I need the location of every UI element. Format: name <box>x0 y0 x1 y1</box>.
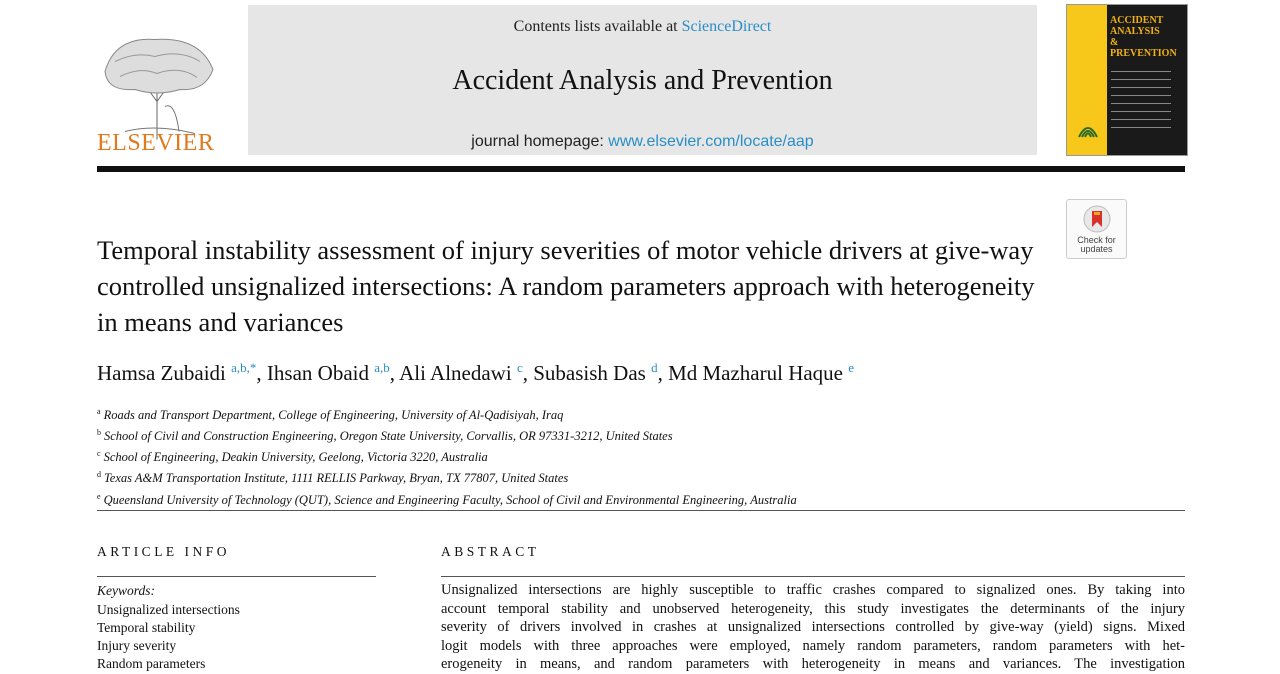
check-label-line1: Check for <box>1077 235 1116 245</box>
affiliation-mark: a <box>97 407 101 416</box>
abstract-text <box>441 581 1185 674</box>
affiliation-mark: b <box>97 428 101 438</box>
author-affiliation-marks[interactable]: a,b,* <box>231 360 257 375</box>
affiliation-item <box>97 445 797 466</box>
bookmark-ribbon-icon <box>1082 204 1112 234</box>
sciencedirect-link[interactable]: ScienceDirect <box>681 18 772 35</box>
cover-decor-line <box>1111 79 1171 80</box>
cover-decor-line <box>1111 103 1171 104</box>
affiliation-text: School of Engineering, Deakin University, Geelong, Victoria 3220, Australia <box>103 450 488 465</box>
affiliation-list <box>97 403 797 509</box>
affiliation-text: Queensland University of Technology (QUT), Science and Engineering Faculty, School of Civil and Environmental Engineering, Australia <box>103 492 797 507</box>
affiliation-mark: e <box>97 491 101 501</box>
article-info-rule <box>97 576 376 577</box>
keyword-item: Temporal stability <box>97 620 196 635</box>
contents-prefix: Contents lists available at <box>513 18 682 35</box>
cover-title-line: ANALYSIS <box>1110 26 1160 37</box>
homepage-prefix: journal homepage: <box>471 133 609 150</box>
keyword-item: Random parameters <box>97 656 206 671</box>
affiliation-text: School of Civil and Construction Engineering, Oregon State University, Corvallis, OR 97331-3212, United States <box>104 429 673 444</box>
check-for-updates-label <box>1067 236 1126 254</box>
journal-title: Accident Analysis and Prevention <box>452 65 833 96</box>
author-list: Hamsa Zubaidi $^{a,b,*}$, Ihsan Obaid $^{a,b}$, Ali Alnedawi $^c$, Subasish Das $^d$, Md Mazharul Haque $^e$ <box>97 360 855 385</box>
cover-decor-line <box>1111 87 1171 88</box>
keyword-item: Injury severity <box>97 638 177 653</box>
check-for-updates-button[interactable] <box>1066 199 1127 259</box>
affiliation-mark: c <box>97 449 101 459</box>
journal-cover-image <box>1066 4 1188 156</box>
header-rule <box>97 166 1185 172</box>
abstract-line: logit models with three approaches were employed, namely random parameters, random parameters with het- <box>441 637 1185 654</box>
cover-decor-line <box>1111 95 1171 96</box>
contents-line <box>248 18 1037 36</box>
abstract-line: severity of drivers involved in crashes at unsignalized intersections controlled by give-way (yield) signs. Mixed <box>441 619 1185 635</box>
author-name[interactable]: Hamsa Zubaidi <box>97 361 226 385</box>
keywords-label: Keywords: <box>97 583 155 598</box>
cover-title <box>1110 15 1177 59</box>
article-title: Temporal instability assessment of injury severities of motor vehicle drivers at give-way controlled unsignalized intersections: A random parameters approach with heterogeneity in means and variances <box>97 235 1035 337</box>
author-name[interactable]: Ihsan Obaid <box>266 361 369 385</box>
author-affiliation-marks[interactable]: c <box>516 360 523 375</box>
author-affiliation-marks[interactable]: e <box>848 360 855 375</box>
abstract-heading: ABSTRACT <box>441 544 540 559</box>
cover-emblem-icon <box>1077 117 1099 139</box>
article-info-heading: ARTICLE INFO <box>97 544 231 559</box>
affiliation-text: Texas A&M Transportation Institute, 1111 RELLIS Parkway, Bryan, TX 77807, United States <box>104 471 569 486</box>
section-divider <box>97 510 1185 511</box>
abstract-line: Unsignalized intersections are highly susceptible to traffic crashes compared to signalized ones. By taking into <box>441 582 1185 598</box>
keyword-list <box>97 601 240 673</box>
author-name[interactable]: Subasish Das <box>533 361 646 385</box>
publisher-name: ELSEVIER <box>97 130 215 156</box>
cover-decor-line <box>1111 119 1171 120</box>
abstract-line: account temporal stability and unobserved heterogeneity, this study investigates the determinants of the injury <box>441 600 1185 617</box>
abstract-line: erogeneity in means, and random parameters with heterogeneity in means and variances. The investigation <box>441 656 1185 672</box>
affiliation-mark: d <box>97 470 101 480</box>
author-name[interactable]: Md Mazharul Haque <box>668 361 844 385</box>
author-affiliation-marks[interactable]: d <box>651 360 658 375</box>
cover-decor-line <box>1111 111 1171 112</box>
abstract-rule <box>441 576 1185 577</box>
affiliation-item <box>97 424 797 445</box>
cover-decor-line <box>1111 127 1171 128</box>
journal-homepage-link[interactable]: www.elsevier.com/locate/aap <box>608 133 814 150</box>
affiliation-text: Roads and Transport Department, College of Engineering, University of Al-Qadisiyah, Iraq <box>103 408 564 423</box>
affiliation-item <box>97 403 797 424</box>
homepage-line <box>248 133 1037 151</box>
author-name[interactable]: Ali Alnedawi <box>399 361 512 385</box>
keyword-item: Unsignalized intersections <box>97 602 240 617</box>
cover-decor-line <box>1111 71 1171 72</box>
check-label-line2: updates <box>1080 244 1113 254</box>
journal-header-box <box>248 5 1037 155</box>
affiliation-item <box>97 488 797 509</box>
cover-title-line: PREVENTION <box>1110 48 1177 59</box>
cover-title-line: ACCIDENT <box>1110 15 1164 26</box>
author-affiliation-marks[interactable]: a,b <box>374 360 390 375</box>
cover-title-line: & <box>1110 37 1119 48</box>
affiliation-item <box>97 466 797 487</box>
